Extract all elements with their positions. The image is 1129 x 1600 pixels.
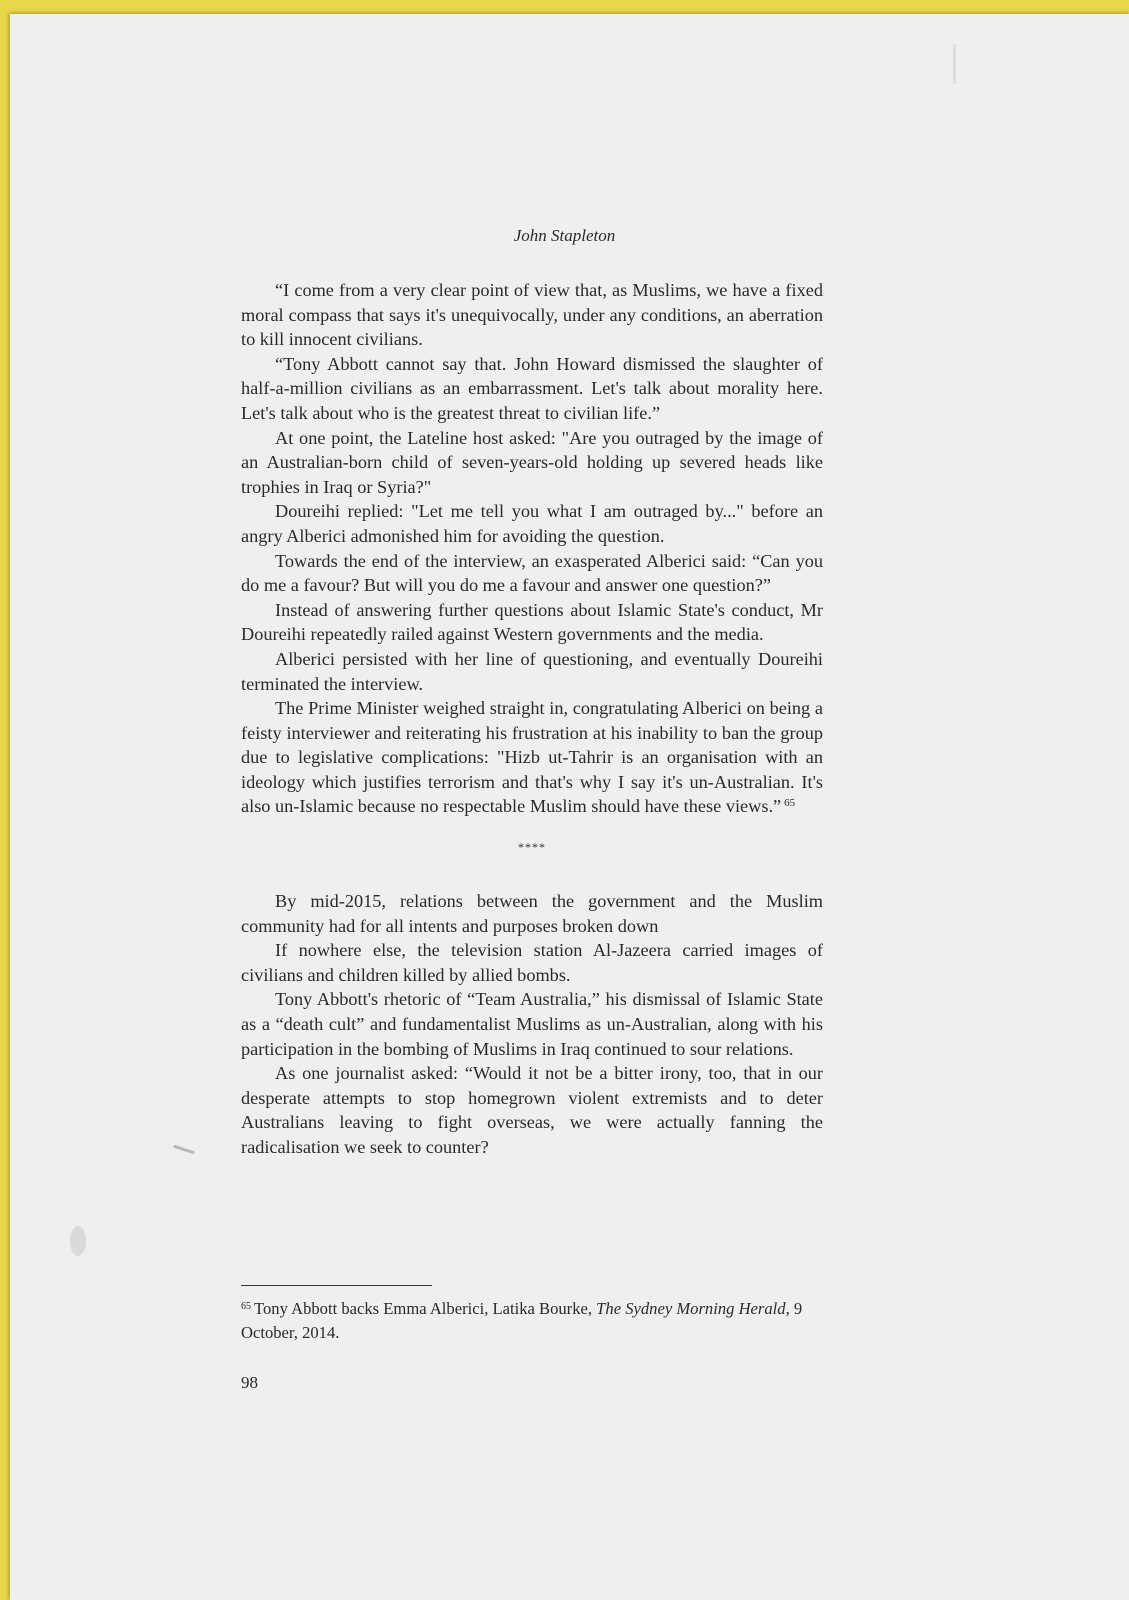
- footnote-text: Tony Abbott backs Emma Alberici, Latika Bourke,: [254, 1299, 593, 1318]
- footnote-number: 65: [241, 1301, 251, 1312]
- paragraph: “Tony Abbott cannot say that. John Howard dismissed the slaughter of half-a-million civilians as an embarrassment. Let's talk about morality here. Let's talk about who is the greatest threat to civilian life.”: [241, 353, 823, 423]
- running-head: John Stapleton: [513, 226, 616, 245]
- scan-blemish: [70, 1226, 86, 1256]
- footnote-publication: The Sydney Morning Herald: [596, 1299, 786, 1318]
- paragraph: Instead of answering further questions about Islamic State's conduct, Mr Doureihi repeatedly railed against Western governments and the media.: [241, 599, 823, 645]
- paragraph: Doureihi replied: "Let me tell you what I am outraged by..." before an angry Alberici admonished him for avoiding the question.: [241, 501, 823, 546]
- footnote-reference: 65: [784, 797, 796, 810]
- paragraph: Towards the end of the interview, an exasperated Alberici said: “Can you do me a favour? But will you do me a favour and answer one question?”: [241, 550, 823, 596]
- paragraph: As one journalist asked: “Would it not be a bitter irony, too, that in our desperate attempts to stop homegrown violent extremists and to deter Australians leaving to fight overseas, we were actually fanning the radicalisation we seek to counter?: [241, 1063, 823, 1157]
- paragraph: By mid-2015, relations between the government and the Muslim community had for all intents and purposes broken down: [241, 891, 823, 936]
- scan-blemish: [953, 44, 956, 84]
- body-text: [241, 278, 823, 1160]
- paragraph-text: The Prime Minister weighed straight in, congratulating Alberici on being a feisty interviewer and reiterating his frustration at his inability to ban the group due to legislative complications: "Hizb ut-Tahrir is an organisation with an ideology which justifies terrorism and that's why I say it's un-Australian. It's also un-Islamic because no respectable Muslim should have these views.”: [241, 698, 823, 817]
- paragraph: Tony Abbott's rhetoric of “Team Australia,” his dismissal of Islamic State as a “death cult” and fundamentalist Muslims as un-Australian, along with his participation in the bombing of Muslims in Iraq continued to sour relations.: [241, 989, 823, 1059]
- paragraph: At one point, the Lateline host asked: "Are you outraged by the image of an Australian-born child of seven-years-old holding up severed heads like trophies in Iraq or Syria?": [241, 427, 823, 497]
- page-number: 98: [241, 1373, 258, 1392]
- paragraph-with-footnote: [241, 696, 823, 819]
- paragraph: “I come from a very clear point of view that, as Muslims, we have a fixed moral compass that says it's unequivocally, under any conditions, an aberration to kill innocent civilians.: [241, 280, 823, 350]
- footnote-date: , 9 October, 2014.: [241, 1299, 803, 1342]
- footnote-divider: [241, 1285, 432, 1286]
- paragraph: If nowhere else, the television station Al-Jazeera carried images of civilians and children killed by allied bombs.: [241, 940, 823, 985]
- paragraph: Alberici persisted with her line of questioning, and eventually Doureihi terminated the interview.: [241, 648, 823, 694]
- footnote: [241, 1297, 823, 1345]
- section-separator: ****: [518, 840, 546, 855]
